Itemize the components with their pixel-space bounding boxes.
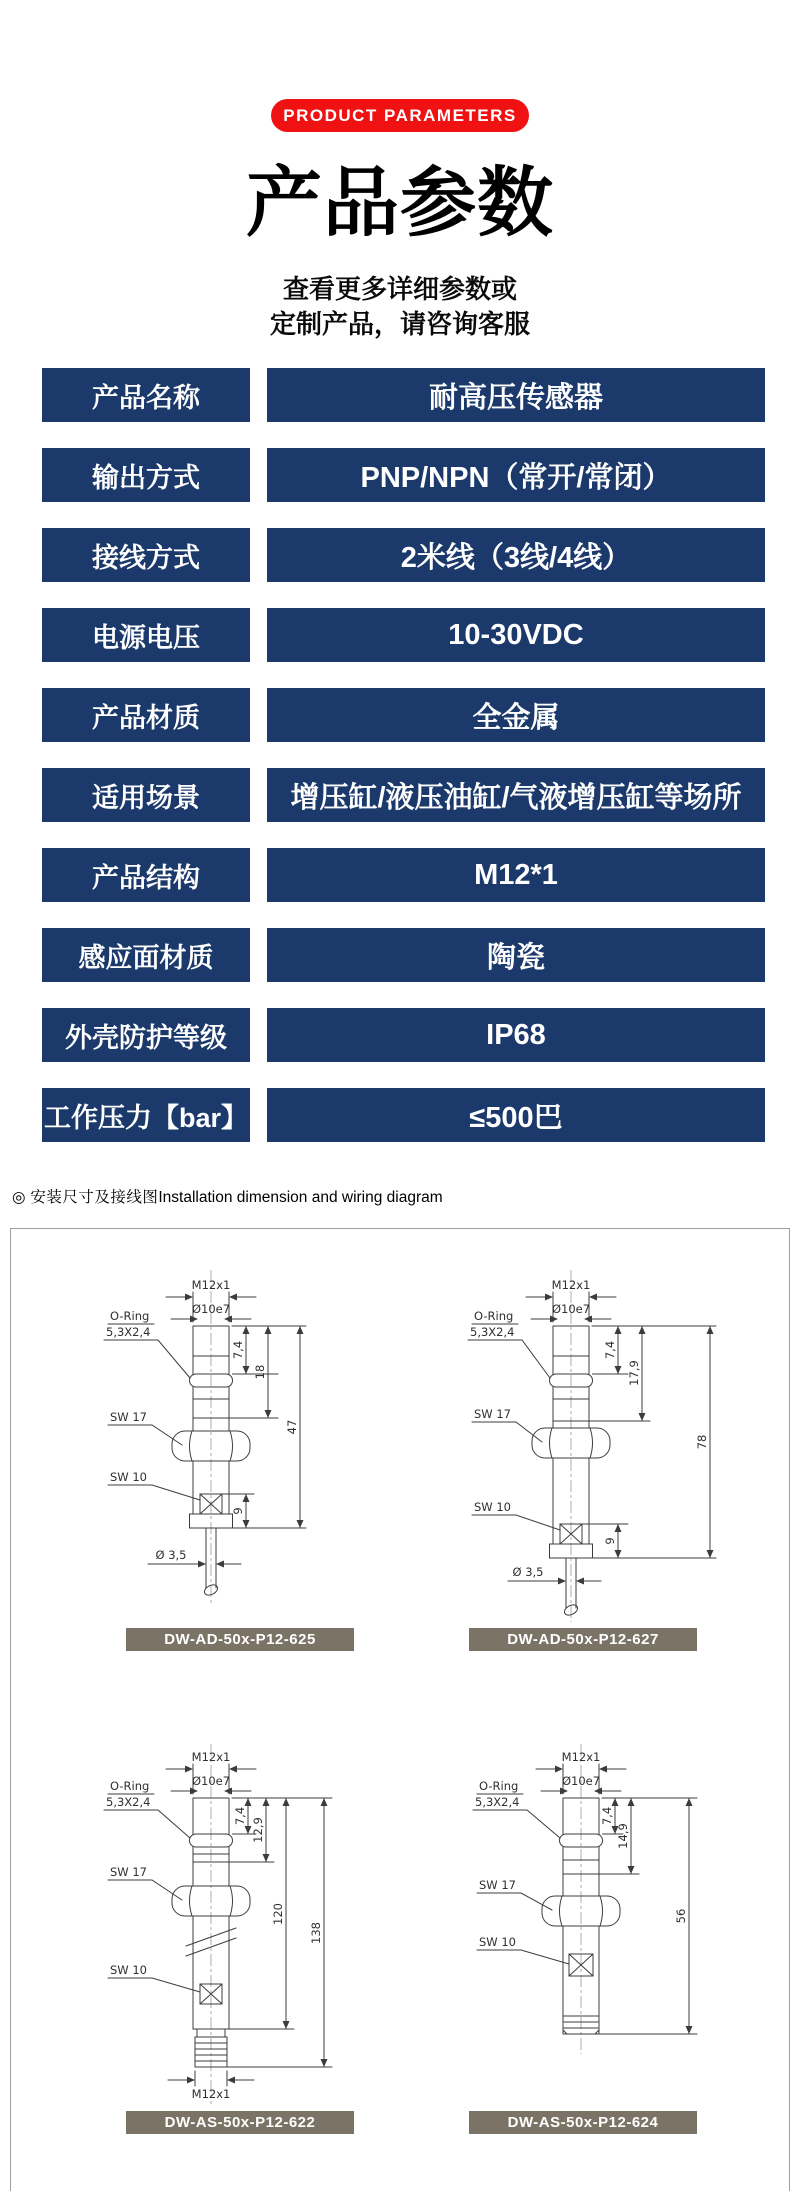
spec-gap: [250, 368, 267, 422]
spec-row: [42, 928, 765, 982]
spec-gap: [250, 768, 267, 822]
page-title: 产品参数: [246, 158, 554, 247]
bore-dim-label: Ø10e7: [561, 1774, 601, 1788]
sw10-label: SW 10: [110, 1470, 147, 1484]
bore-dim-label: Ø10e7: [191, 1774, 231, 1788]
spec-label: 外壳防护等级: [42, 1008, 250, 1062]
subtitle-line-1: 查看更多详细参数或: [282, 274, 517, 304]
spec-row: [42, 528, 765, 582]
spec-gap: [250, 848, 267, 902]
dim-12-9: 12,9: [251, 1817, 265, 1843]
dimensions: [468, 1278, 716, 1585]
spec-row: [42, 608, 765, 662]
heading-en: Installation dimension and wiring diagram: [158, 1189, 443, 1206]
thread-dim-label: M12x1: [551, 1278, 591, 1292]
technical-drawing-627: [466, 1256, 746, 1628]
dim-7-4: 7,4: [231, 1340, 245, 1360]
spec-row: [42, 1008, 765, 1062]
spec-label: 输出方式: [42, 448, 250, 502]
thread-dim-label: M12x1: [191, 1750, 231, 1764]
dim-17-9: 17,9: [627, 1360, 641, 1386]
spec-value: PNP/NPN（常开/常闭）: [267, 448, 765, 502]
oring-label-line2: 5,3X2,4: [106, 1325, 151, 1339]
sw17-label: SW 17: [110, 1410, 147, 1424]
spec-gap: [250, 1008, 267, 1062]
spec-row: [42, 848, 765, 902]
sw10-label: SW 10: [479, 1935, 516, 1949]
oring-label-line1: O-Ring: [110, 1779, 150, 1793]
spec-row: [42, 448, 765, 502]
dim-9: 9: [603, 1537, 617, 1545]
cable-dia-label: Ø 3,5: [155, 1548, 187, 1562]
technical-drawing-622: [96, 1734, 356, 2109]
dim-47: 47: [285, 1419, 299, 1435]
spec-label: 产品材质: [42, 688, 250, 742]
technical-drawing-624: [431, 1734, 711, 2069]
spec-gap: [250, 528, 267, 582]
sw17-label: SW 17: [479, 1878, 516, 1892]
double-circle-marker: ◎: [12, 1189, 26, 1206]
spec-label: 产品结构: [42, 848, 250, 902]
oring-label-line2: 5,3X2,4: [470, 1325, 515, 1339]
spec-value: M12*1: [267, 848, 765, 902]
spec-value: IP68: [267, 1008, 765, 1062]
spec-row: [42, 768, 765, 822]
dimensions: [104, 1750, 332, 2101]
dimensions: [473, 1750, 697, 2034]
subtitle-line-2: 定制产品，请咨询客服: [269, 309, 530, 339]
spec-value: 陶瓷: [267, 928, 765, 982]
dim-56: 56: [674, 1908, 688, 1924]
spec-value: 2米线（3线/4线）: [267, 528, 765, 582]
dim-7-4: 7,4: [600, 1806, 614, 1826]
spec-value: 10-30VDC: [267, 608, 765, 662]
spec-gap: [250, 448, 267, 502]
oring-label-line1: O-Ring: [474, 1309, 514, 1323]
model-label: DW-AS-50x-P12-622: [126, 2111, 354, 2134]
spec-gap: [250, 688, 267, 742]
cable-dia-label: Ø 3,5: [512, 1565, 544, 1579]
dim-138: 138: [309, 1922, 323, 1944]
sw17-label: SW 17: [474, 1407, 511, 1421]
dim-18: 18: [253, 1364, 267, 1380]
bore-dim-label: Ø10e7: [551, 1302, 591, 1316]
technical-drawing-625: [96, 1256, 346, 1628]
spec-label: 感应面材质: [42, 928, 250, 982]
spec-label: 电源电压: [42, 608, 250, 662]
oring-label-line1: O-Ring: [479, 1779, 519, 1793]
spec-label: 工作压力【bar】: [42, 1088, 250, 1142]
spec-value: 耐高压传感器: [267, 368, 765, 422]
model-label: DW-AD-50x-P12-627: [469, 1628, 697, 1651]
model-label: DW-AD-50x-P12-625: [126, 1628, 354, 1651]
subtitle: [0, 272, 800, 342]
dim-9: 9: [231, 1507, 245, 1515]
spec-label: 接线方式: [42, 528, 250, 582]
spec-row: [42, 368, 765, 422]
dim-78: 78: [695, 1434, 709, 1450]
heading-zh: 安装尺寸及接线图: [25, 1189, 159, 1206]
spec-value: 增压缸/液压油缸/气液增压缸等场所: [267, 768, 765, 822]
spec-gap: [250, 608, 267, 662]
oring-label-line2: 5,3X2,4: [106, 1795, 151, 1809]
spec-value: 全金属: [267, 688, 765, 742]
spec-table: [42, 368, 765, 1168]
sw10-label: SW 10: [110, 1963, 147, 1977]
sw10-label: SW 10: [474, 1500, 511, 1514]
dim-120: 120: [271, 1903, 285, 1925]
thread-dim-label: M12x1: [191, 1278, 231, 1292]
dimensions: [104, 1278, 306, 1568]
bottom-thread-dim-label: M12x1: [191, 2087, 231, 2101]
sw17-label: SW 17: [110, 1865, 147, 1879]
dim-14-9: 14,9: [616, 1823, 630, 1849]
spec-gap: [250, 1088, 267, 1142]
product-parameters-badge: PRODUCT PARAMETERS: [271, 99, 529, 132]
oring-label-line1: O-Ring: [110, 1309, 150, 1323]
section-heading: [12, 1185, 443, 1207]
dim-7-4: 7,4: [233, 1806, 247, 1826]
spec-label: 产品名称: [42, 368, 250, 422]
bore-dim-label: Ø10e7: [191, 1302, 231, 1316]
spec-value: ≤500巴: [267, 1088, 765, 1142]
spec-row: [42, 688, 765, 742]
spec-gap: [250, 928, 267, 982]
model-label: DW-AS-50x-P12-624: [469, 2111, 697, 2134]
installation-diagram-panel: [10, 1228, 790, 2191]
oring-label-line2: 5,3X2,4: [475, 1795, 520, 1809]
thread-dim-label: M12x1: [561, 1750, 601, 1764]
spec-row: [42, 1088, 765, 1142]
spec-label: 适用场景: [42, 768, 250, 822]
dim-7-4: 7,4: [603, 1340, 617, 1360]
